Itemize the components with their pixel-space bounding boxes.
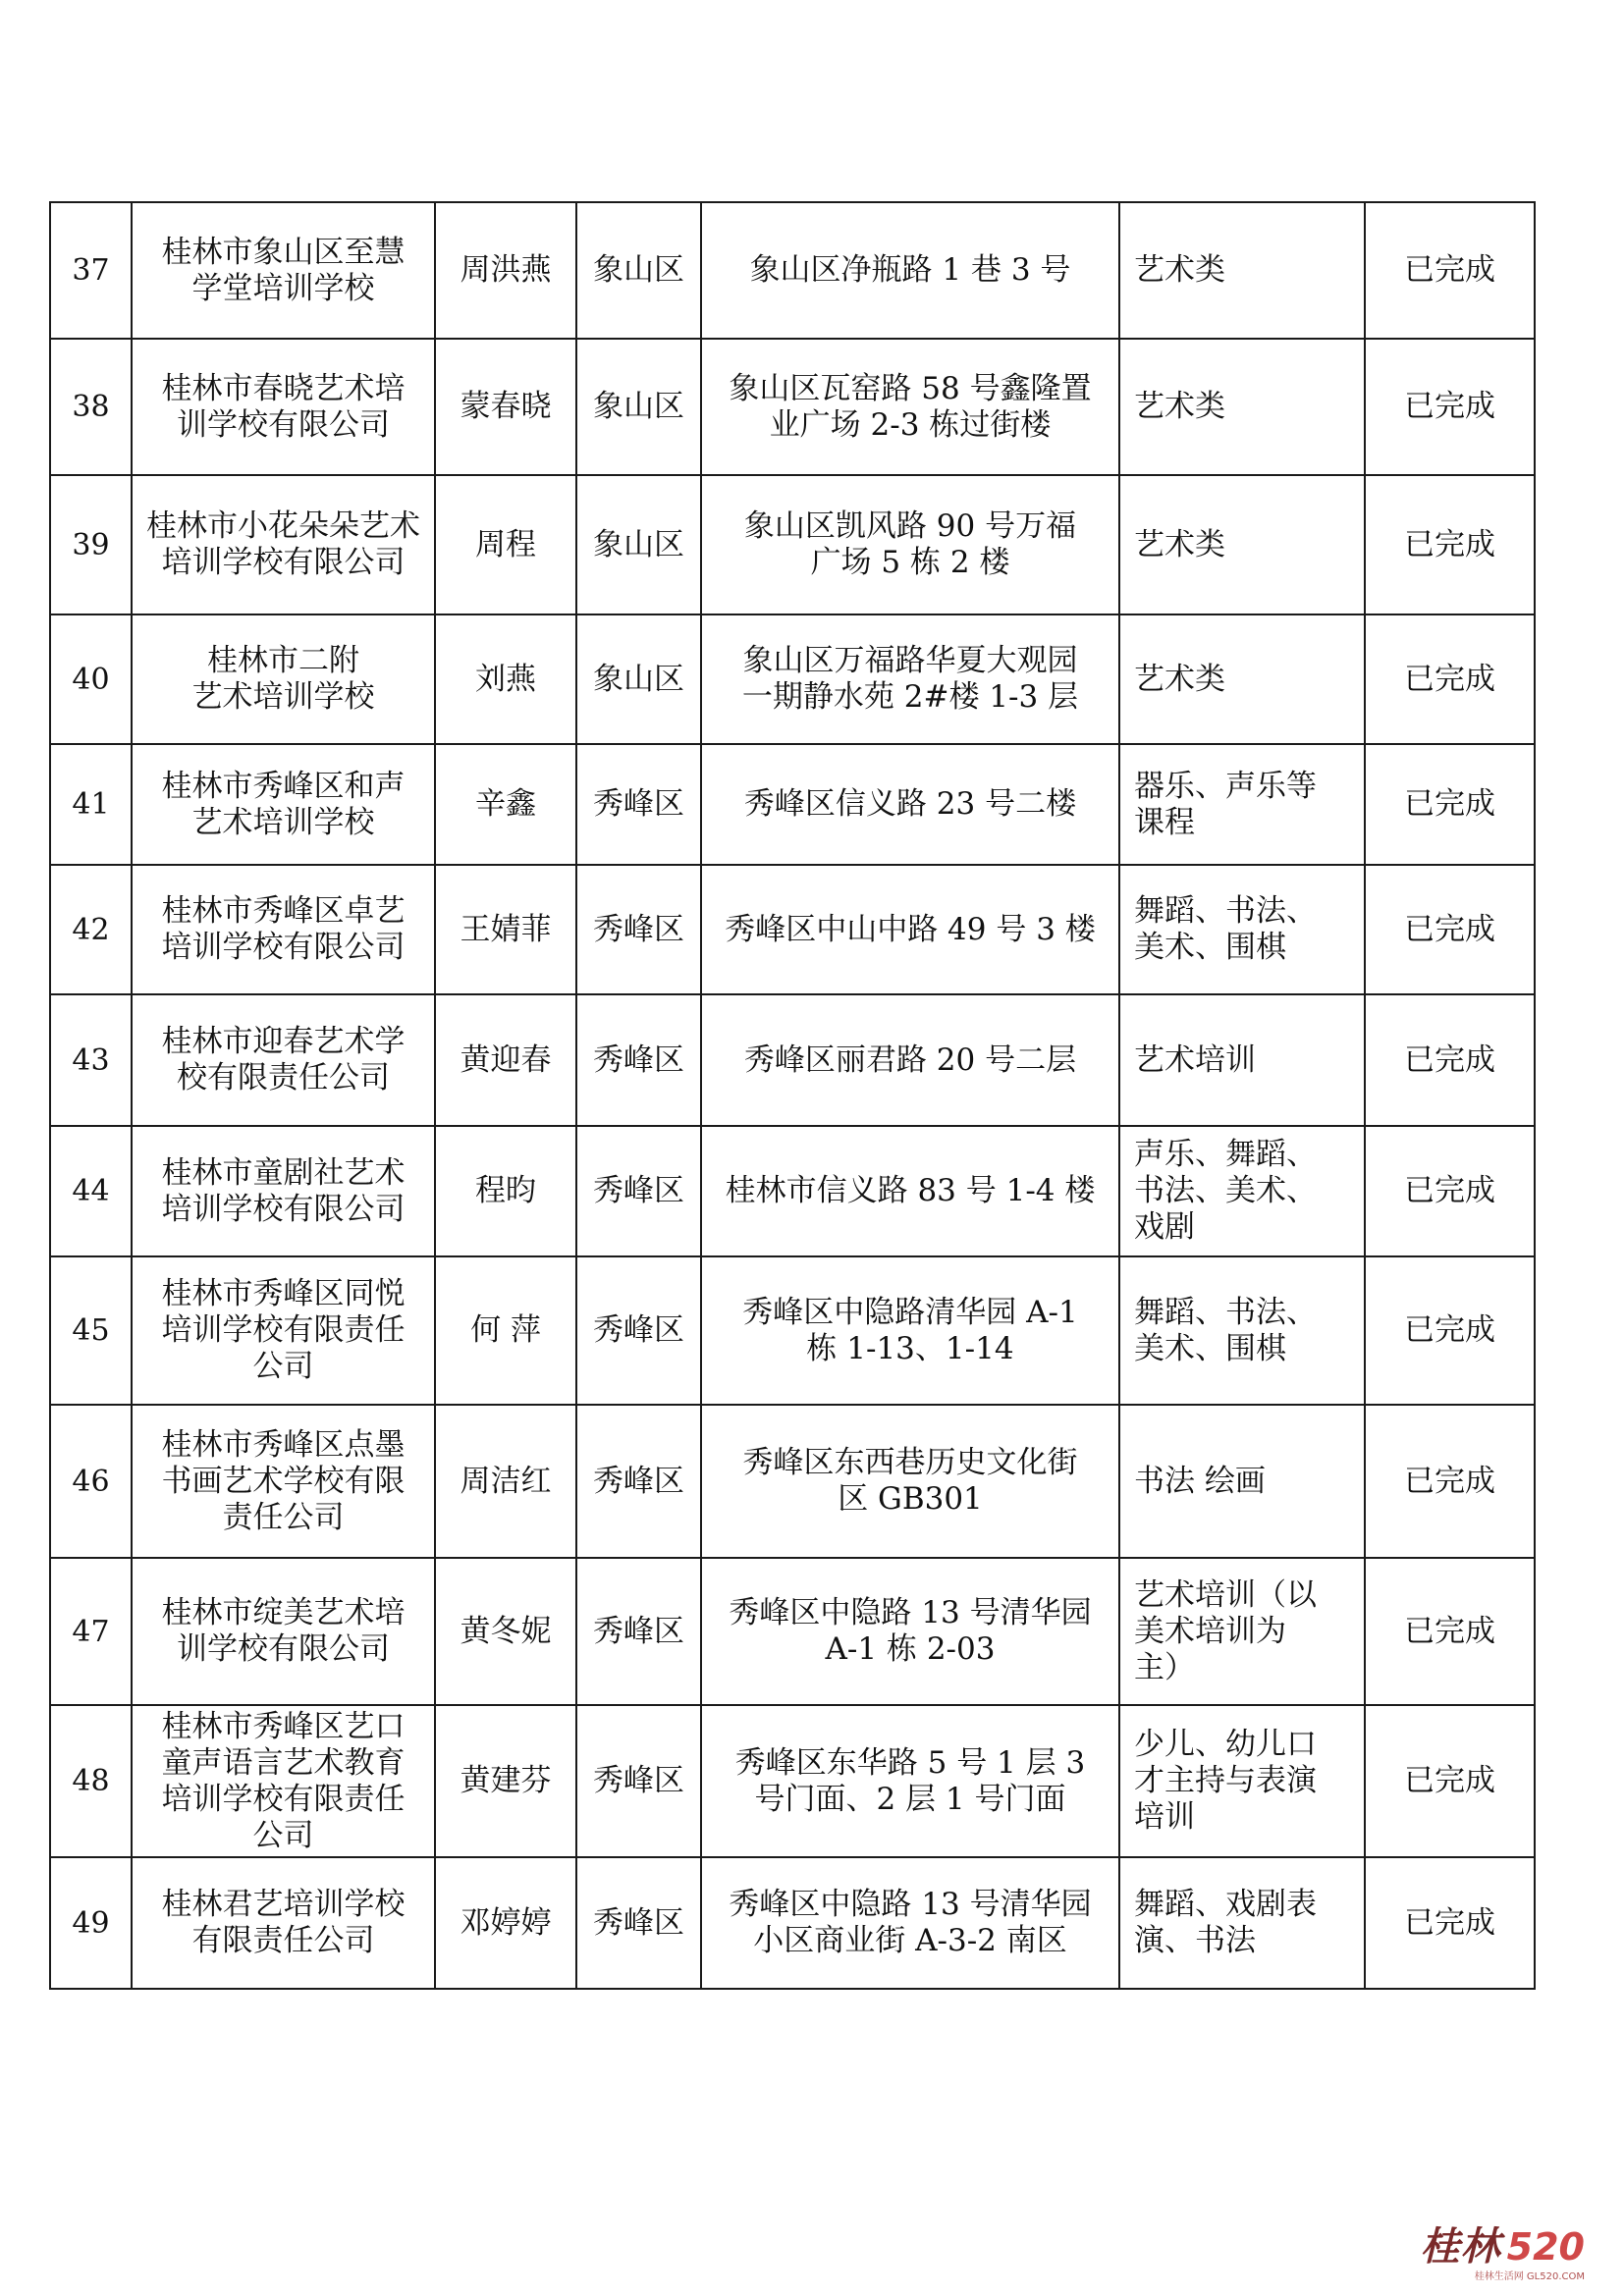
cell-status-text: 已完成 (1404, 1463, 1495, 1499)
cell-district (576, 1405, 701, 1558)
cell-legal-person (435, 339, 576, 475)
cell-category (1119, 744, 1365, 865)
cell-address (701, 1405, 1119, 1558)
cell-district-text: 象山区 (593, 526, 684, 562)
cell-category-text: 艺术培训（以 美术培训为 主） (1134, 1576, 1317, 1685)
cell-address (701, 1126, 1119, 1256)
cell-address (701, 1857, 1119, 1989)
cell-number-text: 48 (72, 1764, 110, 1798)
cell-address (701, 614, 1119, 744)
cell-district (576, 1558, 701, 1705)
cell-category (1119, 202, 1365, 339)
cell-number (50, 202, 132, 339)
cell-category (1119, 1705, 1365, 1857)
cell-category (1119, 614, 1365, 744)
table-row (50, 339, 1535, 475)
cell-district (576, 1256, 701, 1405)
cell-number (50, 1705, 132, 1857)
cell-number-text: 45 (72, 1313, 110, 1348)
cell-school-name (132, 1558, 435, 1705)
cell-category-text: 艺术类 (1134, 526, 1225, 562)
cell-number (50, 1405, 132, 1558)
cell-district-text: 秀峰区 (593, 1173, 684, 1208)
cell-legal-person (435, 202, 576, 339)
cell-number-text: 40 (72, 662, 110, 697)
cell-category-text: 舞蹈、戏剧表 演、书法 (1134, 1887, 1317, 1958)
cell-legal-person (435, 1405, 576, 1558)
cell-district-text: 象山区 (593, 389, 684, 424)
cell-category-text: 器乐、声乐等 课程 (1134, 768, 1317, 840)
cell-address-text: 秀峰区东华路 5 号 1 层 3 号门面、2 层 1 号门面 (734, 1744, 1086, 1817)
cell-legal-person-text: 邓婷婷 (460, 1904, 552, 1941)
cell-number (50, 1256, 132, 1405)
cell-status (1365, 202, 1535, 339)
cell-category (1119, 339, 1365, 475)
cell-number (50, 1126, 132, 1256)
cell-number-text: 42 (72, 912, 110, 947)
cell-address (701, 475, 1119, 614)
cell-school-name-text: 桂林市秀峰区和声 艺术培训学校 (161, 768, 406, 840)
cell-status-text: 已完成 (1404, 911, 1495, 947)
cell-status (1365, 994, 1535, 1126)
cell-district-text: 秀峰区 (593, 786, 684, 822)
watermark-logo: 桂林 (1420, 2224, 1501, 2269)
cell-legal-person-text: 周洪燕 (460, 252, 552, 288)
cell-school-name (132, 1405, 435, 1558)
cell-status (1365, 1126, 1535, 1256)
cell-legal-person (435, 1558, 576, 1705)
cell-status (1365, 475, 1535, 614)
cell-address-text: 秀峰区中隐路 13 号清华园 A-1 栋 2-03 (729, 1595, 1092, 1667)
cell-address (701, 994, 1119, 1126)
cell-status-text: 已完成 (1404, 1173, 1495, 1208)
cell-legal-person-text: 周程 (475, 526, 536, 562)
cell-address-text: 秀峰区丽君路 20 号二层 (743, 1041, 1077, 1078)
cell-district (576, 865, 701, 994)
watermark-subtext: 桂林生活网 GL520.COM (1474, 2271, 1585, 2282)
cell-category-text: 舞蹈、书法、 美术、围棋 (1134, 1294, 1317, 1366)
cell-address (701, 744, 1119, 865)
cell-legal-person-text: 黄迎春 (460, 1041, 552, 1078)
cell-school-name-text: 桂林君艺培训学校 有限责任公司 (161, 1887, 406, 1958)
cell-district (576, 339, 701, 475)
cell-category (1119, 865, 1365, 994)
cell-legal-person-text: 刘燕 (475, 661, 536, 697)
cell-legal-person (435, 475, 576, 614)
cell-status-text: 已完成 (1404, 786, 1495, 822)
cell-address (701, 1705, 1119, 1857)
cell-legal-person (435, 614, 576, 744)
cell-address (701, 202, 1119, 339)
cell-status-text: 已完成 (1404, 1041, 1495, 1078)
cell-category-text: 少儿、幼儿口 才主持与表演 培训 (1134, 1727, 1317, 1835)
cell-status (1365, 1705, 1535, 1857)
cell-district-text: 秀峰区 (593, 1312, 684, 1348)
cell-district (576, 744, 701, 865)
cell-legal-person-text: 周洁红 (460, 1463, 552, 1499)
cell-district (576, 994, 701, 1126)
cell-legal-person (435, 1705, 576, 1857)
watermark-number: 520 (1506, 2225, 1585, 2269)
cell-school-name-text: 桂林市春晓艺术培 训学校有限公司 (161, 370, 406, 443)
cell-legal-person (435, 1857, 576, 1989)
cell-district (576, 475, 701, 614)
cell-district-text: 秀峰区 (593, 1041, 684, 1078)
cell-school-name-text: 桂林市秀峰区点墨 书画艺术学校有限 责任公司 (161, 1426, 406, 1535)
cell-legal-person (435, 744, 576, 865)
cell-status (1365, 1857, 1535, 1989)
site-watermark (1420, 2224, 1585, 2282)
table-row (50, 1558, 1535, 1705)
cell-address (701, 865, 1119, 994)
cell-status (1365, 865, 1535, 994)
cell-category (1119, 1126, 1365, 1256)
cell-school-name-text: 桂林市秀峰区同悦 培训学校有限责任 公司 (161, 1276, 406, 1384)
cell-number (50, 1857, 132, 1989)
cell-category (1119, 994, 1365, 1126)
cell-number (50, 1558, 132, 1705)
cell-number-text: 38 (72, 390, 110, 424)
cell-school-name (132, 475, 435, 614)
cell-legal-person (435, 865, 576, 994)
cell-address-text: 秀峰区信义路 23 号二楼 (743, 786, 1077, 822)
cell-school-name-text: 桂林市小花朵朵艺术 培训学校有限公司 (146, 508, 420, 580)
cell-district-text: 象山区 (593, 661, 684, 697)
cell-district (576, 202, 701, 339)
cell-category-text: 艺术培训 (1134, 1041, 1256, 1078)
table-row (50, 744, 1535, 865)
cell-school-name-text: 桂林市二附 艺术培训学校 (191, 643, 375, 715)
cell-category (1119, 1405, 1365, 1558)
cell-category-text: 艺术类 (1134, 389, 1225, 424)
table-row (50, 475, 1535, 614)
cell-status-text: 已完成 (1404, 661, 1495, 697)
cell-status-text: 已完成 (1404, 1904, 1495, 1941)
table-row (50, 1705, 1535, 1857)
cell-legal-person (435, 1256, 576, 1405)
cell-school-name-text: 桂林市秀峰区卓艺 培训学校有限公司 (161, 893, 406, 965)
table-body (50, 202, 1535, 1989)
cell-number (50, 339, 132, 475)
cell-school-name-text: 桂林市象山区至慧 学堂培训学校 (161, 234, 406, 306)
cell-status-text: 已完成 (1404, 1763, 1495, 1798)
cell-school-name (132, 1126, 435, 1256)
cell-address-text: 象山区净瓶路 1 巷 3 号 (749, 252, 1071, 288)
cell-legal-person-text: 蒙春晓 (460, 389, 552, 424)
cell-category-text: 书法 绘画 (1134, 1463, 1266, 1499)
cell-school-name-text: 桂林市绽美艺术培 训学校有限公司 (161, 1595, 406, 1667)
cell-school-name (132, 339, 435, 475)
cell-school-name (132, 744, 435, 865)
table-row (50, 865, 1535, 994)
cell-category-text: 艺术类 (1134, 661, 1225, 697)
cell-address (701, 339, 1119, 475)
cell-school-name (132, 1256, 435, 1405)
cell-address-text: 秀峰区中隐路 13 号清华园 小区商业街 A-3-2 南区 (729, 1887, 1092, 1958)
cell-status-text: 已完成 (1404, 252, 1495, 288)
cell-status-text: 已完成 (1404, 1312, 1495, 1348)
cell-school-name (132, 1857, 435, 1989)
cell-district (576, 1857, 701, 1989)
table-row (50, 1256, 1535, 1405)
cell-legal-person-text: 黄建芬 (460, 1763, 552, 1798)
school-list-table-container (49, 201, 1534, 1990)
cell-status (1365, 744, 1535, 865)
cell-district-text: 秀峰区 (593, 1463, 684, 1499)
cell-number-text: 39 (72, 527, 110, 562)
cell-status (1365, 1256, 1535, 1405)
cell-number-text: 44 (72, 1174, 110, 1208)
cell-category (1119, 1857, 1365, 1989)
cell-school-name-text: 桂林市迎春艺术学 校有限责任公司 (161, 1024, 406, 1095)
cell-district (576, 1705, 701, 1857)
cell-school-name-text: 桂林市童剧社艺术 培训学校有限公司 (161, 1154, 406, 1227)
school-list-table (49, 201, 1536, 1990)
cell-number (50, 475, 132, 614)
cell-number-text: 37 (72, 253, 110, 288)
cell-school-name (132, 865, 435, 994)
cell-category-text: 艺术类 (1134, 252, 1225, 288)
table-row (50, 1405, 1535, 1558)
cell-category (1119, 475, 1365, 614)
cell-address-text: 桂林市信义路 83 号 1-4 楼 (725, 1173, 1096, 1208)
cell-category-text: 舞蹈、书法、 美术、围棋 (1134, 893, 1317, 965)
cell-number (50, 614, 132, 744)
cell-status-text: 已完成 (1404, 389, 1495, 424)
cell-district-text: 秀峰区 (593, 1613, 684, 1649)
cell-address (701, 1256, 1119, 1405)
cell-district-text: 象山区 (593, 252, 684, 288)
cell-school-name-text: 桂林市秀峰区艺口 童声语言艺术教育 培训学校有限责任 公司 (161, 1708, 406, 1853)
cell-status (1365, 1405, 1535, 1558)
cell-status-text: 已完成 (1404, 526, 1495, 562)
cell-address (701, 1558, 1119, 1705)
cell-address-text: 象山区瓦窑路 58 号鑫隆置 业广场 2-3 栋过街楼 (729, 370, 1092, 443)
cell-district (576, 1126, 701, 1256)
table-row (50, 614, 1535, 744)
table-row (50, 202, 1535, 339)
cell-number-text: 41 (72, 787, 110, 822)
cell-status (1365, 339, 1535, 475)
cell-number-text: 49 (72, 1905, 110, 1941)
table-row (50, 1857, 1535, 1989)
cell-status (1365, 1558, 1535, 1705)
cell-district-text: 秀峰区 (593, 911, 684, 947)
cell-address-text: 象山区凯风路 90 号万福 广场 5 栋 2 楼 (743, 508, 1077, 580)
cell-school-name (132, 1705, 435, 1857)
table-row (50, 1126, 1535, 1256)
cell-category-text: 声乐、舞蹈、 书法、美术、 戏剧 (1134, 1137, 1317, 1245)
cell-status (1365, 614, 1535, 744)
cell-legal-person (435, 1126, 576, 1256)
cell-legal-person (435, 994, 576, 1126)
cell-number-text: 47 (72, 1614, 110, 1649)
cell-legal-person-text: 辛鑫 (475, 786, 536, 822)
cell-school-name (132, 614, 435, 744)
cell-address-text: 秀峰区东西巷历史文化街 区 GB301 (742, 1445, 1078, 1517)
cell-number (50, 744, 132, 865)
cell-category (1119, 1558, 1365, 1705)
cell-legal-person-text: 何 萍 (470, 1312, 541, 1348)
cell-number (50, 865, 132, 994)
cell-district (576, 614, 701, 744)
cell-legal-person-text: 程昀 (475, 1173, 536, 1208)
cell-category (1119, 1256, 1365, 1405)
cell-status-text: 已完成 (1404, 1613, 1495, 1649)
cell-address-text: 象山区万福路华夏大观园 一期静水苑 2#楼 1-3 层 (741, 643, 1079, 715)
cell-district-text: 秀峰区 (593, 1904, 684, 1941)
cell-address-text: 秀峰区中山中路 49 号 3 楼 (725, 911, 1096, 947)
table-row (50, 994, 1535, 1126)
cell-school-name (132, 994, 435, 1126)
cell-address-text: 秀峰区中隐路清华园 A-1 栋 1-13、1-14 (742, 1294, 1078, 1366)
cell-district-text: 秀峰区 (593, 1763, 684, 1798)
cell-legal-person-text: 黄冬妮 (460, 1613, 552, 1649)
cell-legal-person-text: 王婧菲 (460, 911, 552, 947)
cell-number (50, 994, 132, 1126)
cell-number-text: 46 (72, 1464, 110, 1499)
cell-school-name (132, 202, 435, 339)
cell-number-text: 43 (72, 1042, 110, 1078)
